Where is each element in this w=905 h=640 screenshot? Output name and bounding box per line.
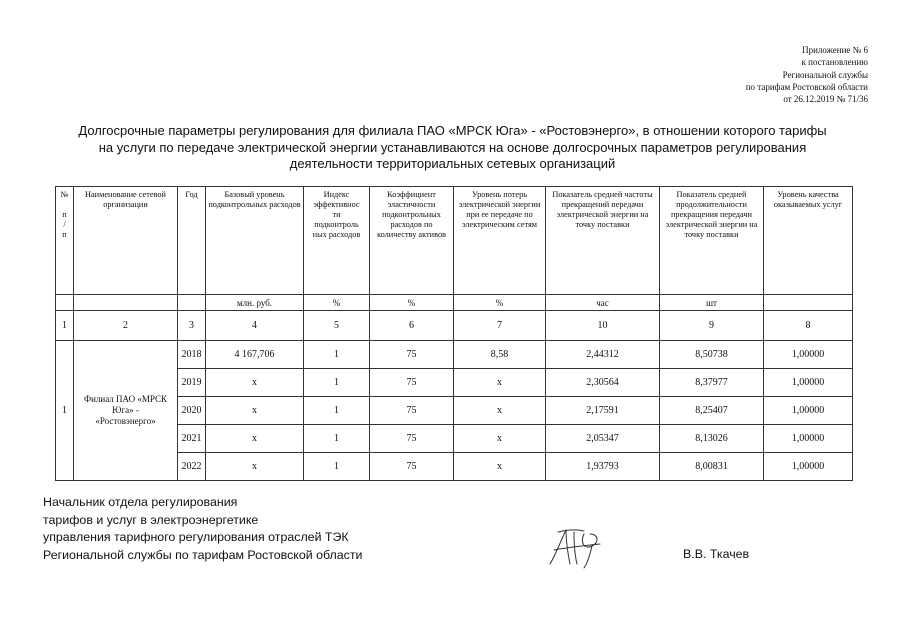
col-number: 8: [764, 311, 853, 341]
annex-line: к постановлению: [801, 57, 868, 68]
col-number: 7: [454, 311, 546, 341]
loss-cell: x: [454, 425, 546, 453]
unit-cell: шт: [660, 295, 764, 311]
index-cell: 1: [304, 453, 370, 481]
header-efficiency-index: Индекс эффективнос ти подконтроль ных расходов: [304, 187, 370, 295]
elasticity-cell: 75: [370, 425, 454, 453]
col-number: 10: [546, 311, 660, 341]
elasticity-cell: 75: [370, 397, 454, 425]
col-number: 5: [304, 311, 370, 341]
annex-line: Приложение № 6: [802, 45, 868, 55]
loss-cell: x: [454, 369, 546, 397]
title-line: на услуги по передаче электрической энергии устанавливаются на основе долгосрочных параметров регулирования: [98, 139, 807, 155]
annex-line: Региональной службы: [782, 69, 868, 80]
base-cell: x: [206, 397, 304, 425]
col-number: 2: [74, 311, 178, 341]
duration-cell: 8,13026: [660, 425, 764, 453]
loss-cell: x: [454, 453, 546, 481]
base-cell: x: [206, 453, 304, 481]
col-number: 3: [178, 311, 206, 341]
index-cell: 1: [304, 369, 370, 397]
signatory-line: Региональной службы по тарифам Ростовской области: [43, 547, 363, 562]
col-number: 6: [370, 311, 454, 341]
unit-cell: [56, 295, 74, 311]
unit-cell: %: [454, 295, 546, 311]
duration-cell: 8,37977: [660, 369, 764, 397]
header-base-costs: Базовый уровень подконтрольных расходов: [206, 187, 304, 295]
title-line: деятельности территориальных сетевых организаций: [289, 156, 616, 171]
header-frequency: Показатель средней частоты прекращений передачи электрической энергии на точку поставки: [546, 187, 660, 295]
duration-cell: 8,50738: [660, 341, 764, 369]
frequency-cell: 2,30564: [546, 369, 660, 397]
document-title: [30, 123, 875, 173]
quality-cell: 1,00000: [764, 425, 853, 453]
duration-cell: 8,00831: [660, 453, 764, 481]
org-name-cell: Филиал ПАО «МРСК Юга» - «Ростовэнерго»: [74, 341, 178, 481]
quality-cell: 1,00000: [764, 453, 853, 481]
units-row: [56, 295, 853, 311]
signatory-line: Начальник отдела регулирования: [43, 495, 238, 509]
year-cell: 2018: [178, 341, 206, 369]
unit-cell: млн. руб.: [206, 295, 304, 311]
loss-cell: 8,58: [454, 341, 546, 369]
unit-cell: %: [304, 295, 370, 311]
table-row: [56, 341, 853, 369]
year-cell: 2022: [178, 453, 206, 481]
header-quality: Уровень качества оказываемых услуг: [764, 187, 853, 295]
annex-line: от 26.12.2019 № 71/36: [783, 94, 868, 105]
index-cell: 1: [304, 341, 370, 369]
unit-cell: [74, 295, 178, 311]
base-cell: x: [206, 369, 304, 397]
signatory-block: [43, 494, 362, 564]
header-org: Наименование сетевой организации: [74, 187, 178, 295]
signatory-name: В.В. Ткачев: [683, 547, 750, 561]
quality-cell: 1,00000: [764, 369, 853, 397]
header-row: [56, 187, 853, 295]
unit-cell: [764, 295, 853, 311]
elasticity-cell: 75: [370, 341, 454, 369]
base-cell: 4 167,706: [206, 341, 304, 369]
loss-cell: x: [454, 397, 546, 425]
quality-cell: 1,00000: [764, 397, 853, 425]
frequency-cell: 2,05347: [546, 425, 660, 453]
base-cell: x: [206, 425, 304, 453]
elasticity-cell: 75: [370, 453, 454, 481]
year-cell: 2020: [178, 397, 206, 425]
year-cell: 2019: [178, 369, 206, 397]
frequency-cell: 2,44312: [546, 341, 660, 369]
column-numbers-row: [56, 311, 853, 341]
handwritten-signature: [544, 524, 616, 570]
header-elasticity: Коэффициент эластичности подконтрольных расходов по количеству активов: [370, 187, 454, 295]
duration-cell: 8,25407: [660, 397, 764, 425]
title-line: Долгосрочные параметры регулирования для филиала ПАО «МРСК Юга» - «Ростовэнерго», в отношении которого тарифы: [78, 123, 827, 138]
header-year: Год: [178, 187, 206, 295]
header-losses: Уровень потерь электрической энергии при ее передаче по электрическим сетям: [454, 187, 546, 295]
year-cell: 2021: [178, 425, 206, 453]
col-number: 4: [206, 311, 304, 341]
annex-line: по тарифам Ростовской области: [745, 81, 868, 92]
index-cell: 1: [304, 425, 370, 453]
annex-block: [638, 44, 868, 105]
elasticity-cell: 75: [370, 369, 454, 397]
quality-cell: 1,00000: [764, 341, 853, 369]
col-number: 1: [56, 311, 74, 341]
unit-cell: [178, 295, 206, 311]
header-duration: Показатель средней продолжительности прекращения передачи электрической энергии на точку поставки: [660, 187, 764, 295]
unit-cell: %: [370, 295, 454, 311]
col-number: 9: [660, 311, 764, 341]
index-cell: 1: [304, 397, 370, 425]
signatory-line: тарифов и услуг в электроэнергетике: [43, 512, 259, 527]
signatory-line: управления тарифного регулирования отраслей ТЭК: [43, 530, 349, 544]
row-number-cell: 1: [56, 341, 74, 481]
parameters-table: [55, 186, 853, 481]
frequency-cell: 1,93793: [546, 453, 660, 481]
unit-cell: час: [546, 295, 660, 311]
frequency-cell: 2,17591: [546, 397, 660, 425]
header-num: № п / п: [56, 187, 74, 295]
